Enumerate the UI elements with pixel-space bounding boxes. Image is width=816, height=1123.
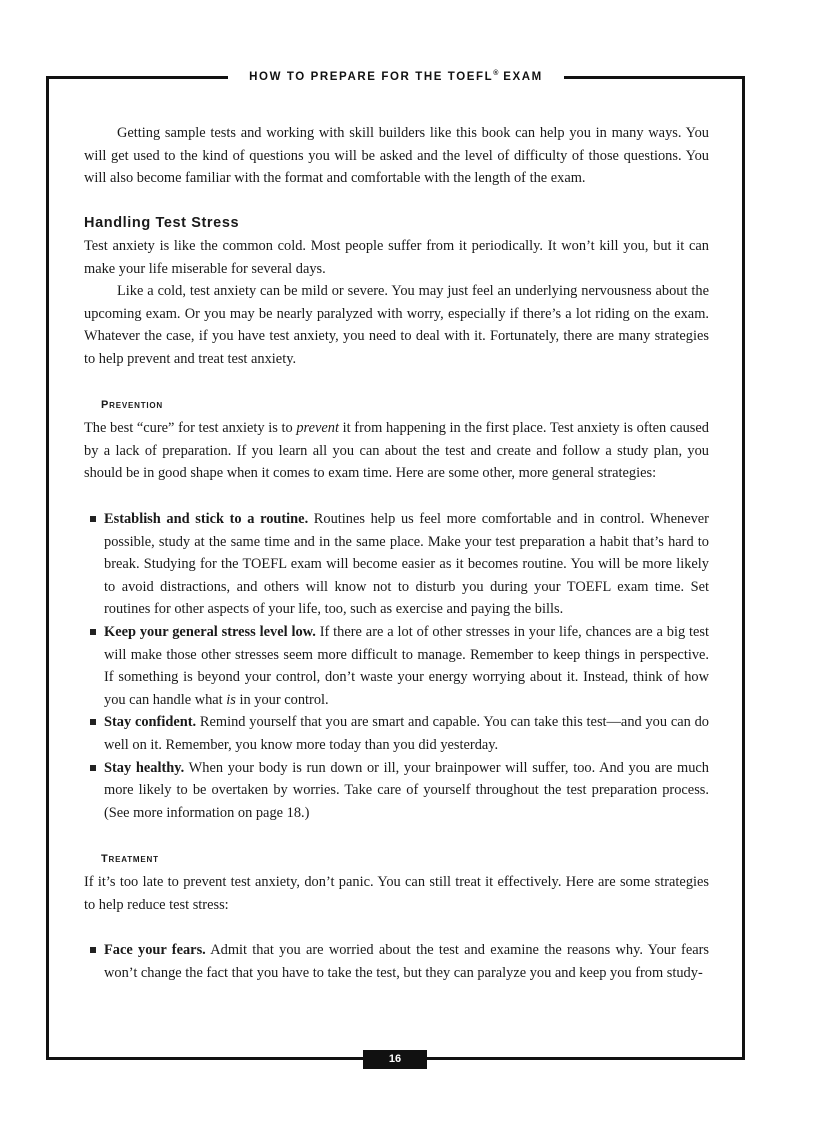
item-text: Admit that you are worried about the test and examine the reasons why. Your fears won’t change the fact that you have to take the test, but they can paralyze you and keep you from study-: [104, 942, 710, 981]
list-item: [84, 757, 709, 825]
item-lead: Stay healthy.: [104, 759, 185, 776]
square-bullet-icon: [90, 516, 96, 522]
text: The best “cure” for test anxiety is to: [84, 420, 297, 436]
subsection-heading: Treatment: [101, 853, 159, 865]
frame-rule-right: [742, 76, 745, 1060]
running-head-title: HOW TO PREPARE FOR THE TOEFL: [249, 70, 494, 83]
running-head: [228, 70, 564, 83]
item-text: If there are a lot of other stresses in your life, chances are a big test will make those other stresses seem more difficult to manage. Remember to keep things in perspective. If something is beyond your control, don’t waste your energy worrying about it. Instead, think of how you can handle what: [104, 623, 709, 708]
list-item: [84, 939, 709, 984]
intro-text: Getting sample tests and working with skill builders like this book can help you in many ways. You will get used to the kind of questions you will be asked and the level of difficulty of those questions. You will also become familiar with the format and comfortable with the length of the exam.: [84, 125, 709, 187]
page-number: 16: [363, 1050, 427, 1069]
prevention-section: [84, 417, 709, 485]
frame-rule-top-left: [47, 76, 228, 79]
paragraph: If it’s too late to prevent test anxiety, don’t panic. You can still treat it effectively. Here are some strategies to help reduce test stress:: [84, 874, 709, 913]
item-text: When your body is run down or ill, your brainpower will suffer, too. And you are much more likely to be overtaken by worries. Take care of yourself throughout the test preparation process. (See more information on page 18.): [104, 759, 709, 821]
list-item: [84, 508, 709, 621]
paragraph: Like a cold, test anxiety can be mild or severe. You may just feel an underlying nervousness about the upcoming exam. Or you may be nearly paralyzed with worry, especially if there’s a lot riding on the exam. Whatever the case, if you have test anxiety, you need to deal with it. Fortunately, there are many strategies to help prevent and treat test anxiety.: [84, 283, 709, 367]
prevention-list: [84, 508, 709, 824]
subsection-heading: Prevention: [101, 399, 164, 411]
intro-paragraph: [84, 122, 709, 190]
item-lead: Keep your general stress level low.: [104, 623, 316, 640]
square-bullet-icon: [90, 947, 96, 953]
list-item: [84, 711, 709, 756]
frame-rule-top-right: [564, 76, 745, 79]
item-text: Routines help us feel more comfortable and in control. Whenever possible, study at the same time and in the same place. Make your test preparation a habit that’s hard to break. Studying for the TOEFL exam will become easier as it becomes routine. You will be more likely to avoid distractions, and others will know not to disturb you during your TOEFL exam time. Set routines for other aspects of your life, too, such as exercise and paying the bills.: [104, 511, 709, 618]
registered-mark: ®: [493, 70, 499, 77]
item-text: Remind yourself that you are smart and capable. You can take this test—and you can do well on it. Remember, you know more today than you did yesterday.: [104, 714, 709, 753]
emphasis: is: [226, 691, 236, 708]
frame-rule-left: [46, 76, 49, 1060]
list-item: [84, 621, 709, 711]
section-heading: Handling Test Stress: [84, 215, 240, 231]
square-bullet-icon: [90, 719, 96, 725]
treatment-list: [84, 939, 709, 984]
square-bullet-icon: [90, 629, 96, 635]
item-lead: Establish and stick to a routine.: [104, 511, 309, 527]
running-head-title-end: EXAM: [498, 70, 543, 83]
treatment-section: [84, 871, 709, 916]
item-lead: Stay confident.: [104, 714, 197, 731]
item-lead: Face your fears.: [104, 942, 206, 958]
square-bullet-icon: [90, 765, 96, 771]
stress-section: [84, 235, 709, 371]
paragraph: Test anxiety is like the common cold. Most people suffer from it periodically. It won’t kill you, but it can make your life miserable for several days.: [84, 238, 709, 277]
item-text: in your control.: [235, 691, 329, 708]
emphasis: prevent: [296, 420, 339, 436]
paragraph: [84, 417, 709, 485]
text: it from happening in the first place. Test anxiety is often caused by a lack of preparation. If you learn all you can about the test and create and follow a study plan, you should be in good shape when it comes to exam time. Here are some other, more general strategies:: [84, 420, 709, 482]
